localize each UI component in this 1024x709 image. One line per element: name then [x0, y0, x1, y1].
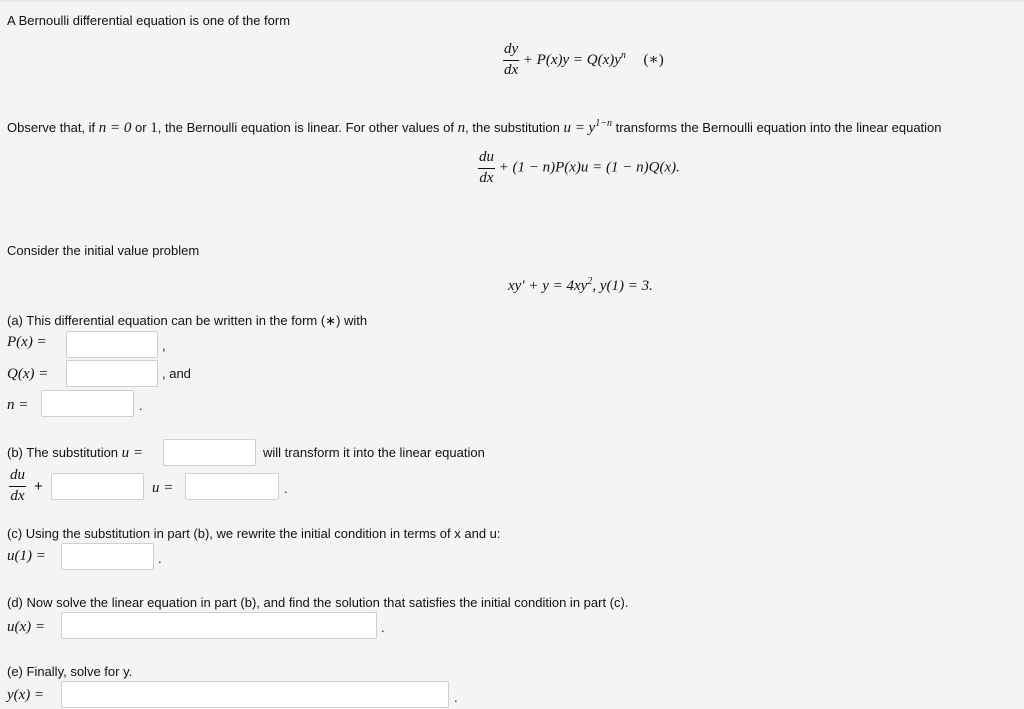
plus-sign: + [34, 478, 43, 495]
p-comma: , [162, 338, 166, 353]
yx-input[interactable] [61, 681, 449, 708]
du-dx-fraction-b: $\frac{du}{dx}$ [10, 467, 25, 504]
ux-input[interactable] [61, 612, 377, 639]
du-dx-fraction: $\frac{du}{dx}$ [479, 149, 494, 186]
p-label: P(x) = [7, 334, 47, 350]
n-period: . [139, 398, 143, 413]
part-b-text-2: will transform it into the linear equation [263, 445, 485, 460]
equation-tag: (∗) [643, 51, 664, 68]
consider-text: Consider the initial value problem [7, 243, 200, 258]
part-a-text: (a) This differential equation can be written in the form (∗) with [7, 313, 368, 328]
top-divider [0, 0, 1024, 2]
ux-label: u(x) = [7, 619, 46, 635]
part-b-text: (b) The substitution u = [7, 445, 144, 461]
part-c-text: (c) Using the substitution in part (b), we rewrite the initial condition in terms of x and u: [7, 526, 501, 541]
initial-value-problem: $xy' + y = 4xy^2$, y(1) = 3. [508, 276, 653, 294]
u-substitution-input[interactable] [163, 439, 256, 466]
n-label: n = [7, 397, 29, 413]
intro-text: A Bernoulli differential equation is one of the form [7, 13, 291, 28]
rhs-input[interactable] [185, 473, 279, 500]
e-period: . [454, 690, 458, 705]
c-period: . [158, 551, 162, 566]
part-d-text: (d) Now solve the linear equation in part (b), and find the solution that satisfies the initial condition in part (c). [7, 595, 629, 610]
yx-label: y(x) = [7, 687, 45, 703]
bernoulli-equation [503, 42, 664, 79]
linear-equation: $\frac{du}{dx}$ + (1 − n)P(x)u = (1 − n)Q(x). [479, 149, 680, 186]
p-input[interactable] [66, 331, 158, 358]
coefficient-input[interactable] [51, 473, 144, 500]
u1-input[interactable] [61, 543, 154, 570]
u-equals-label: u = [152, 480, 174, 496]
q-label: Q(x) = [7, 366, 49, 382]
and-text: , and [162, 366, 191, 381]
equation-rhs: + $P(x)y = Q(x)y^n$ [522, 49, 626, 68]
b-period: . [284, 481, 288, 496]
d-period: . [381, 620, 385, 635]
part-e-text: (e) Finally, solve for y. [7, 664, 133, 679]
q-input[interactable] [66, 360, 158, 387]
n-input[interactable] [41, 390, 134, 417]
u1-label: u(1) = [7, 548, 46, 564]
observe-text: Observe that, if n = 0 or 1, the Bernoulli equation is linear. For other values of n, the substitution $u = y^{1-n}$ transforms the Bernoulli equation into the linear equation [7, 118, 942, 136]
dy-dx-fraction: $\frac{dy}{dx}$ [504, 41, 519, 78]
